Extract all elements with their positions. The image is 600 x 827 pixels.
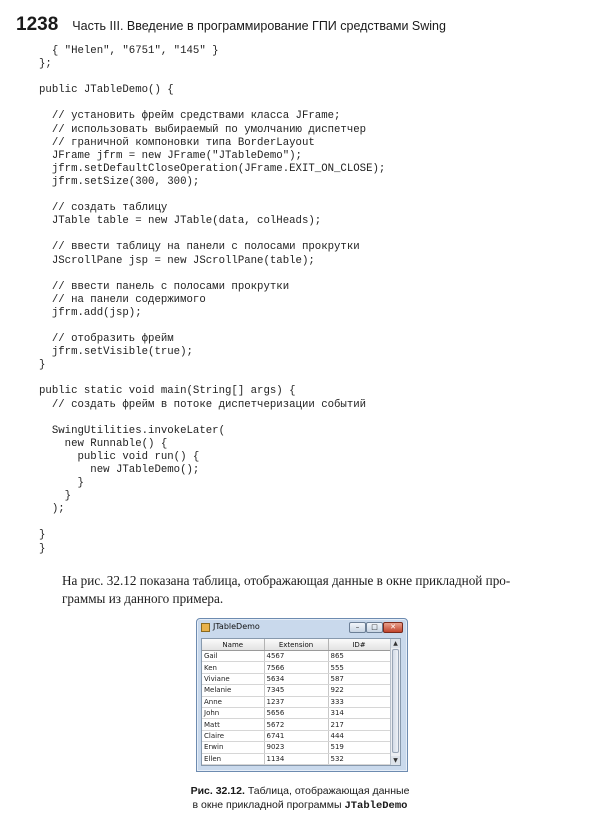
code-line: public void run() { xyxy=(39,450,200,463)
page-header xyxy=(16,14,446,36)
code-line xyxy=(39,320,385,333)
code-line: // создать таблицу xyxy=(39,202,168,215)
code-line: JFrame jfrm = new JFrame("JTableDemo"); xyxy=(39,149,302,162)
code-line: public static void main(String[] args) { xyxy=(39,385,296,398)
caption-label: Рис. 32.12. xyxy=(190,785,245,797)
code-line: // создать фрейм в потоке диспетчеризации событий xyxy=(39,398,367,411)
column-header[interactable]: ID# xyxy=(328,639,390,651)
scroll-down-arrow-icon[interactable]: ▼ xyxy=(391,756,400,765)
table-row[interactable] xyxy=(202,707,390,718)
running-title: Часть III. Введение в программирование ГПИ средствами Swing xyxy=(72,19,446,33)
figure-caption xyxy=(150,784,450,813)
code-listing xyxy=(39,45,385,556)
code-line: // граничной компоновки типа BorderLayout xyxy=(39,136,315,149)
table-cell[interactable]: 587 xyxy=(328,673,390,684)
table-cell[interactable]: 865 xyxy=(328,651,390,662)
table-cell[interactable]: Matt xyxy=(202,719,264,730)
table-cell[interactable]: 4567 xyxy=(264,651,328,662)
code-line: new Runnable() { xyxy=(39,437,168,450)
table-row[interactable] xyxy=(202,742,390,753)
table-cell[interactable]: Melanie xyxy=(202,685,264,696)
paragraph-line: граммы из данного примера. xyxy=(62,591,224,606)
code-line: JScrollPane jsp = new JScrollPane(table); xyxy=(39,254,315,267)
table-cell[interactable]: 5672 xyxy=(264,719,328,730)
code-line xyxy=(39,71,385,84)
window-title: JTableDemo xyxy=(213,622,260,631)
code-line xyxy=(39,372,385,385)
code-line: } xyxy=(39,542,46,555)
code-line: // установить фрейм средствами класса JFrame; xyxy=(39,110,341,123)
code-line xyxy=(39,412,385,425)
table-cell[interactable]: Erwin xyxy=(202,742,264,753)
table-row[interactable] xyxy=(202,753,390,764)
body-paragraph xyxy=(62,572,572,608)
table-cell[interactable]: 7566 xyxy=(264,662,328,673)
scroll-up-arrow-icon[interactable]: ▲ xyxy=(391,639,400,648)
table-row[interactable] xyxy=(202,651,390,662)
table-cell[interactable]: Anne xyxy=(202,696,264,707)
code-line: } xyxy=(39,477,84,490)
table-cell[interactable]: 519 xyxy=(328,742,390,753)
column-header[interactable]: Name xyxy=(202,639,264,651)
table-cell[interactable]: 9023 xyxy=(264,742,328,753)
table-cell[interactable]: 217 xyxy=(328,719,390,730)
scroll-pane xyxy=(201,638,401,766)
table-cell[interactable]: 6741 xyxy=(264,730,328,741)
code-line xyxy=(39,516,385,529)
table-row[interactable] xyxy=(202,685,390,696)
table-cell[interactable]: 1237 xyxy=(264,696,328,707)
code-line: // ввести панель с полосами прокрутки xyxy=(39,280,290,293)
code-line: SwingUtilities.invokeLater( xyxy=(39,424,225,437)
maximize-button[interactable]: □ xyxy=(366,622,383,633)
caption-code: JTableDemo xyxy=(344,800,408,812)
code-line: jfrm.setVisible(true); xyxy=(39,346,193,359)
table-row[interactable] xyxy=(202,730,390,741)
code-line: jfrm.setDefaultCloseOperation(JFrame.EXIT_ON_CLOSE); xyxy=(39,162,386,175)
code-line: // на панели содержимого xyxy=(39,293,206,306)
table-cell[interactable]: 1134 xyxy=(264,753,328,764)
code-line: ); xyxy=(39,503,65,516)
table-header-row xyxy=(202,639,390,651)
code-line: } xyxy=(39,490,72,503)
close-button[interactable]: ✕ xyxy=(383,622,403,633)
code-line xyxy=(39,97,385,110)
code-line: // ввести таблицу на панели с полосами прокрутки xyxy=(39,241,360,254)
code-line: // отобразить фрейм xyxy=(39,333,174,346)
window-titlebar[interactable] xyxy=(197,619,407,637)
table-cell[interactable]: John xyxy=(202,707,264,718)
caption-line1: Таблица, отображающая данные xyxy=(247,785,410,797)
minimize-button[interactable]: – xyxy=(349,622,366,633)
code-line xyxy=(39,228,385,241)
paragraph-line: На рис. 32.12 показана таблица, отображающая данные в окне прикладной про- xyxy=(62,573,511,588)
table-cell[interactable]: 532 xyxy=(328,753,390,764)
code-line: jfrm.add(jsp); xyxy=(39,306,142,319)
code-line: { "Helen", "6751", "145" } xyxy=(39,45,219,57)
table-cell[interactable]: 5656 xyxy=(264,707,328,718)
code-line xyxy=(39,189,385,202)
table-cell[interactable]: 5634 xyxy=(264,673,328,684)
table-cell[interactable]: 444 xyxy=(328,730,390,741)
code-line: // использовать выбираемый по умолчанию диспетчер xyxy=(39,123,367,136)
vertical-scrollbar[interactable] xyxy=(390,639,400,765)
page-number: 1238 xyxy=(16,14,59,35)
code-line: } xyxy=(39,359,46,372)
table-row[interactable] xyxy=(202,696,390,707)
table-row[interactable] xyxy=(202,662,390,673)
table-cell[interactable]: Gail xyxy=(202,651,264,662)
table-cell[interactable]: 7345 xyxy=(264,685,328,696)
table-cell[interactable]: Viviane xyxy=(202,673,264,684)
code-line: public JTableDemo() { xyxy=(39,84,174,97)
code-line: new JTableDemo(); xyxy=(39,464,200,476)
jtabledemo-window xyxy=(196,618,408,772)
table-cell[interactable]: 314 xyxy=(328,707,390,718)
code-line: } xyxy=(39,529,46,542)
code-line xyxy=(39,268,385,281)
table-cell[interactable]: 555 xyxy=(328,662,390,673)
table-cell[interactable]: Ken xyxy=(202,662,264,673)
code-line: JTable table = new JTable(data, colHeads); xyxy=(39,215,322,228)
table-row[interactable] xyxy=(202,673,390,684)
code-line: jfrm.setSize(300, 300); xyxy=(39,175,200,188)
column-header[interactable]: Extension xyxy=(264,639,328,651)
table-row[interactable] xyxy=(202,719,390,730)
caption-line2: в окне прикладной программы xyxy=(192,799,342,811)
java-app-icon xyxy=(201,623,210,632)
scroll-thumb[interactable] xyxy=(392,649,399,753)
table-cell[interactable]: 333 xyxy=(328,696,390,707)
table-cell[interactable]: Ellen xyxy=(202,753,264,764)
data-table xyxy=(202,639,391,765)
table-cell[interactable]: 922 xyxy=(328,685,390,696)
table-cell[interactable]: Claire xyxy=(202,730,264,741)
code-line: }; xyxy=(39,58,52,71)
